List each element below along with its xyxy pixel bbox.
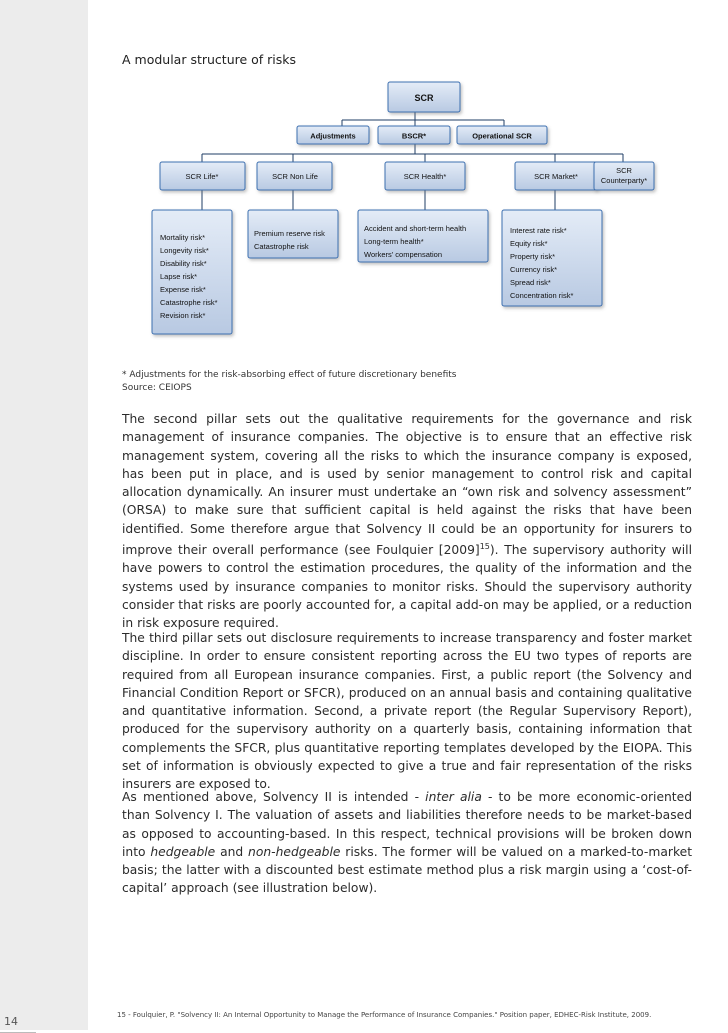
risk-item: Lapse risk* — [160, 272, 198, 281]
scr-counterparty-node — [594, 162, 654, 190]
scr-counterparty-label-1: SCR — [616, 166, 632, 175]
page-number: 14 — [4, 1015, 18, 1028]
footnote-ref[interactable]: 15 — [479, 542, 490, 552]
risk-item: Concentration risk* — [510, 291, 574, 300]
market-risks-box — [502, 210, 602, 306]
paragraph-text: As mentioned above, Solvency II is intended - — [122, 790, 426, 804]
risk-item: Mortality risk* — [160, 233, 206, 242]
footnote: 15 - Foulquier, P. "Solvency II: An Internal Opportunity to Manage the Performance of Insurance Companies." Position paper, EDHEC-Risk Institute, 2009. — [117, 1011, 652, 1019]
risk-item: Expense risk* — [160, 285, 206, 294]
figure-source: Source: CEIOPS — [122, 383, 192, 393]
scr-life-node — [160, 162, 245, 190]
scr-counterparty-label-2: Counterparty* — [600, 176, 648, 185]
paragraph-emphasis: hedgeable — [150, 844, 216, 859]
risk-item: Catastrophe risk* — [160, 298, 218, 307]
risk-item: Premium reserve risk — [254, 229, 325, 238]
scr-non-life-label: SCR Non Life — [272, 172, 318, 181]
scr-life-label: SCR Life* — [185, 172, 219, 181]
paragraph-text: The second pillar sets out the qualitative requirements for the governance and risk management of insurance companies. The objective is to ensure that an effective risk management system, covering all the risks to which the insurance company is exposed, has been put in place, and is used by senior management to control risk and capital allocation dynamically. An insurer must undertake an “own risk and solvency assessment” (ORSA) to make sure that sufficient capital is held against the risks that have been identified. Some therefore argue that Solvency II could be an opportunity for insurers to improve their overall performance (see Foulquier [2009] — [122, 412, 692, 558]
paragraph-third-pillar: The third pillar sets out disclosure requirements to increase transparency and foster market discipline. In order to ensure consistent reporting across the EU two types of reports are required from all European insurance companies. First, a public report (the Solvency and Financial Condition Report or SFCR), produced on an annual basis and containing qualitative and quantitative information. Second, a private report (the Regular Supervisory Report), produced for the supervisory authority on a quarterly basis, containing information that complements the SFCR, plus quantitative reporting templates developed by the EIOPA. This set of information is obviously expected to give a true and fair representation of the risks insurers are exposed to. — [122, 631, 692, 792]
scr-health-label: SCR Health* — [403, 172, 447, 181]
adjustments-node — [297, 126, 369, 144]
paragraph-text: risks. The former will be valued on a marked-to-market basis; the latter with a discounted best estimate method plus a risk margin using a ‘cost-of-capital’ approach (see illustration below). — [122, 844, 693, 896]
risk-item: Catastrophe risk — [254, 242, 309, 251]
paragraph-emphasis: inter alia — [425, 790, 482, 804]
risk-item: Longevity risk* — [160, 246, 209, 255]
scr-label: SCR — [414, 93, 434, 103]
risk-item: Spread risk* — [510, 278, 551, 287]
risk-item: Interest rate risk* — [510, 226, 567, 235]
figure-title: A modular structure of risks — [122, 52, 297, 67]
health-risks-box — [358, 210, 488, 262]
risk-item: Accident and short-term health — [364, 224, 467, 233]
figure-note: * Adjustments for the risk-absorbing effect of future discretionary benefits — [122, 370, 457, 380]
operational-scr-label: Operational SCR — [472, 131, 532, 141]
paragraph-emphasis: non-hedgeable — [248, 844, 341, 859]
scr-non-life-node — [257, 162, 332, 190]
non-life-risks-box — [248, 210, 338, 258]
risk-item: Property risk* — [510, 252, 556, 261]
paragraph-valuation — [122, 788, 692, 898]
bscr-node — [378, 126, 450, 144]
risk-item: Long-term health* — [364, 237, 424, 246]
risk-item: Revision risk* — [160, 311, 206, 320]
scr-market-label: SCR Market* — [534, 172, 578, 181]
risk-item: Workers' compensation — [364, 250, 442, 259]
paragraph-text: ). The supervisory authority will have powers to control the estimation procedures, the quality of the information and the systems used by insurance companies to monitor risks. Should the supervisory authority consider that risks are poorly accounted for, a capital add-on may be applied, or a reduction in risk exposure required. — [122, 543, 692, 631]
bscr-label: BSCR* — [401, 131, 427, 141]
paragraph-second-pillar — [122, 410, 692, 633]
paragraph-text: and — [215, 844, 249, 859]
risk-item: Currency risk* — [510, 265, 558, 274]
risk-structure-diagram — [140, 74, 660, 344]
life-risks-box — [152, 210, 232, 334]
paragraph-text: - to be more economic-oriented than Solvency I. The valuation of assets and liabilities therefore needs to be market-based as opposed to accounting-based. In this respect, technical provisions will be broken down into — [122, 790, 692, 859]
adjustments-label: Adjustments — [310, 131, 356, 141]
risk-item: Equity risk* — [510, 239, 548, 248]
left-margin-band — [0, 0, 88, 1030]
scr-node — [388, 82, 460, 112]
scr-health-node — [385, 162, 465, 190]
risk-item: Disability risk* — [160, 259, 207, 268]
scr-market-node — [515, 162, 597, 190]
operational-scr-node — [457, 126, 547, 144]
